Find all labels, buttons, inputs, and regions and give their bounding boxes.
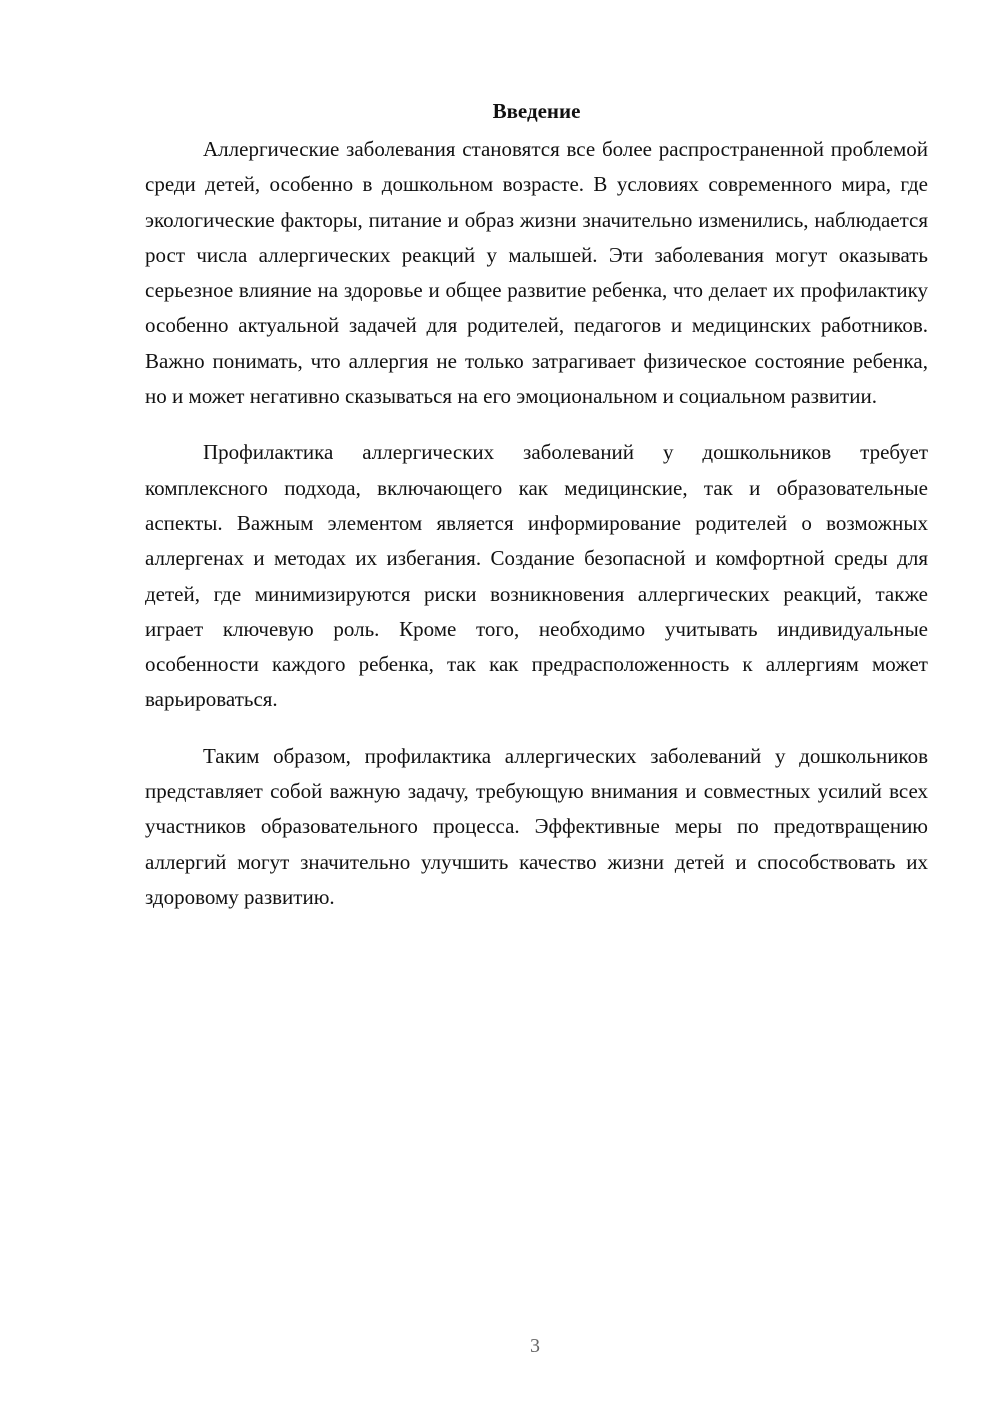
paragraph-2: Профилактика аллергических заболеваний у дошкольников требует комплексного подхода, включающего как медицинские, так и образовательные аспекты. Важным элементом является информирование родителей о возможных аллергенах и методах их избегания. Создание безопасной и комфортной среды для детей, где минимизируются риски возникновения аллергических реакций, также играет ключевую роль. Кроме того, необходимо учитывать индивидуальные особенности каждого ребенка, так как предрасположенность к аллергиям может варьироваться. [145,440,928,712]
page-content [145,96,928,936]
paragraph-1: Аллергические заболевания становятся все более распространенной проблемой среди детей, особенно в дошкольном возрасте. В условиях современного мира, где экологические факторы, питание и образ жизни значительно изменились, наблюдается рост числа аллергических реакций у малышей. Эти заболевания могут оказывать серьезное влияние на здоровье и общее развитие ребенка, что делает их профилактику особенно актуальной задачей для родителей, педагогов и медицинских работников. Важно понимать, что аллергия не только затрагивает физическое состояние ребенка, но и может негативно сказываться на его эмоциональном и социальном развитии. [145,137,928,409]
section-title: Введение [492,99,581,123]
paragraph-3: Таким образом, профилактика аллергических заболеваний у дошкольников представляет собой важную задачу, требующую внимания и совместных усилий всех участников образовательного процесса. Эффективные меры по предотвращению аллергий могут значительно улучшить качество жизни детей и способствовать их здоровому развитию. [145,743,928,909]
page-number: 3 [530,1335,540,1357]
